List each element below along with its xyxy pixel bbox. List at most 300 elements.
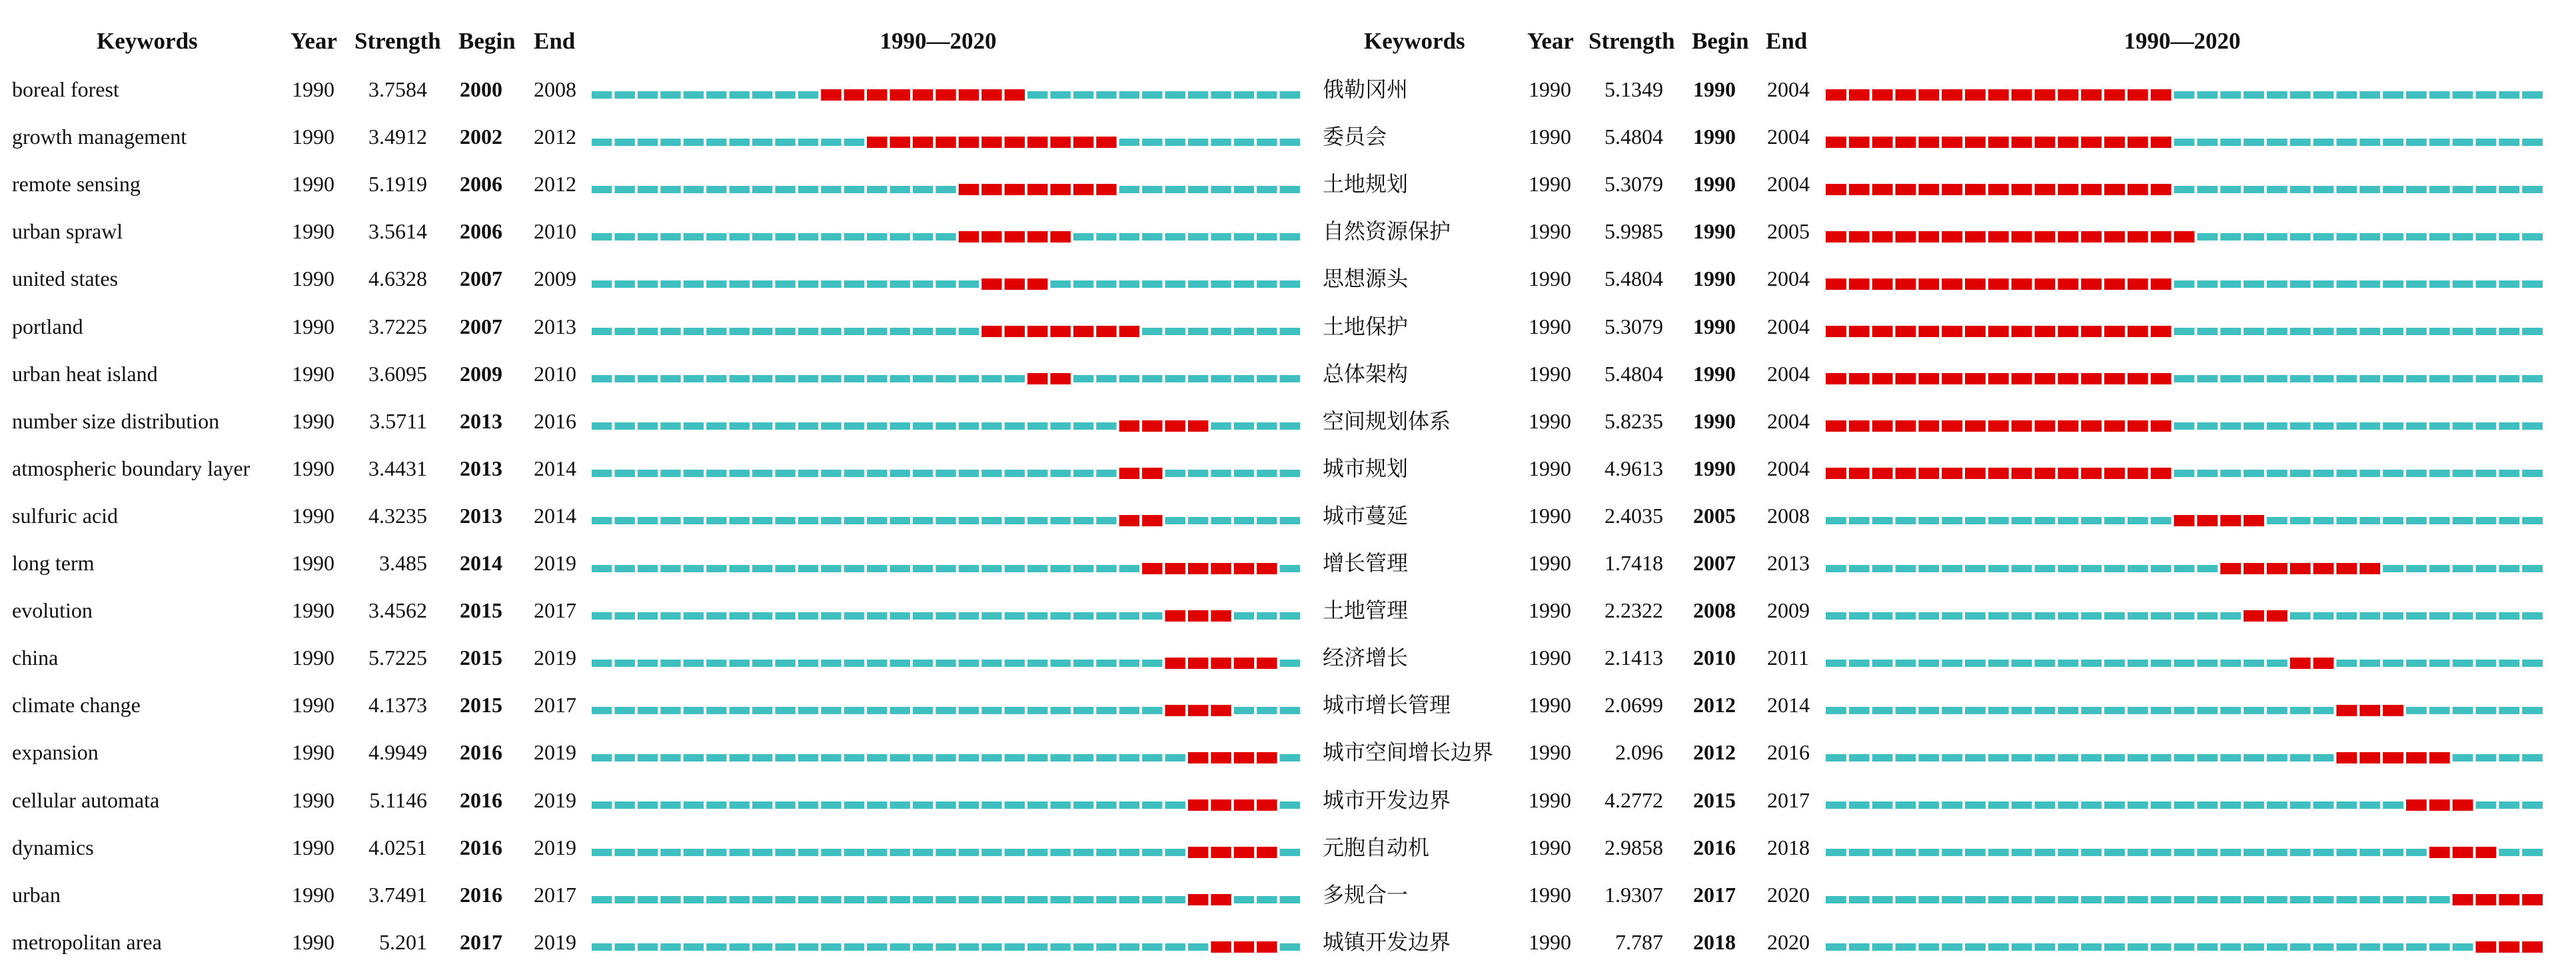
burst-year-segment bbox=[2128, 468, 2148, 479]
base-year-segment bbox=[1872, 896, 1893, 903]
burst-year-segment bbox=[1096, 326, 1116, 337]
end-year-value: 2016 bbox=[534, 408, 576, 433]
keyword-label: 城市蔓延 bbox=[1323, 502, 1409, 528]
burst-year-segment bbox=[2290, 658, 2311, 669]
burst-year-segment bbox=[1188, 658, 1208, 669]
base-year-segment bbox=[1942, 517, 1962, 524]
burst-year-segment bbox=[981, 137, 1001, 148]
burst-year-segment bbox=[1918, 137, 1939, 148]
base-year-segment bbox=[1073, 612, 1093, 620]
base-year-segment bbox=[2313, 280, 2334, 288]
end-year-value: 2019 bbox=[534, 740, 576, 765]
base-year-segment bbox=[981, 517, 1001, 524]
base-year-segment bbox=[2499, 612, 2519, 620]
base-year-segment bbox=[1050, 91, 1070, 99]
base-year-segment bbox=[614, 139, 634, 146]
base-year-segment bbox=[638, 139, 658, 146]
base-year-segment bbox=[1234, 422, 1254, 430]
base-year-segment bbox=[2290, 754, 2311, 761]
burst-year-segment bbox=[1965, 420, 1986, 432]
base-year-segment bbox=[844, 943, 864, 951]
base-year-segment bbox=[2267, 943, 2287, 951]
base-year-segment bbox=[1872, 754, 1893, 761]
base-year-segment bbox=[2128, 612, 2148, 620]
burst-year-segment bbox=[2151, 373, 2172, 384]
base-year-segment bbox=[2290, 139, 2311, 146]
burst-year-segment bbox=[2475, 847, 2496, 858]
year-value: 1990 bbox=[1529, 314, 1571, 338]
base-year-segment bbox=[1918, 801, 1939, 809]
burst-timeline bbox=[592, 137, 1303, 148]
burst-year-segment bbox=[2104, 373, 2125, 384]
burst-timeline bbox=[1826, 89, 2545, 101]
base-year-segment bbox=[2453, 470, 2473, 477]
base-year-segment bbox=[798, 707, 818, 714]
base-year-segment bbox=[867, 565, 887, 572]
year-value: 1990 bbox=[292, 125, 334, 149]
base-year-segment bbox=[2197, 612, 2218, 620]
base-year-segment bbox=[752, 280, 772, 288]
base-year-segment bbox=[2267, 470, 2287, 477]
burst-year-segment bbox=[2174, 231, 2195, 243]
base-year-segment bbox=[1050, 896, 1070, 903]
burst-year-segment bbox=[1165, 420, 1185, 432]
burst-year-segment bbox=[1965, 278, 1986, 290]
base-year-segment bbox=[1188, 470, 1208, 477]
base-year-segment bbox=[913, 565, 933, 572]
base-year-segment bbox=[2453, 517, 2473, 524]
base-year-segment bbox=[1211, 280, 1231, 288]
base-year-segment bbox=[2081, 801, 2102, 809]
base-year-segment bbox=[752, 565, 772, 572]
base-year-segment bbox=[684, 612, 704, 620]
base-year-segment bbox=[2359, 186, 2380, 193]
base-year-segment bbox=[2336, 943, 2357, 951]
base-year-segment bbox=[2220, 896, 2241, 903]
base-year-segment bbox=[1073, 707, 1093, 714]
base-year-segment bbox=[1005, 801, 1025, 809]
burst-year-segment bbox=[959, 89, 979, 101]
base-year-segment bbox=[936, 801, 956, 809]
base-year-segment bbox=[2058, 517, 2078, 524]
burst-year-segment bbox=[2174, 515, 2195, 526]
base-year-segment bbox=[2475, 754, 2496, 761]
burst-year-segment bbox=[2336, 563, 2357, 574]
base-year-segment bbox=[684, 139, 704, 146]
base-year-segment bbox=[2359, 422, 2380, 430]
base-year-segment bbox=[752, 612, 772, 620]
begin-year-value: 2012 bbox=[1693, 740, 1736, 765]
base-year-segment bbox=[2313, 375, 2334, 382]
base-year-segment bbox=[844, 565, 864, 572]
base-year-segment bbox=[936, 280, 956, 288]
burst-year-segment bbox=[1050, 373, 1070, 384]
base-year-segment bbox=[592, 707, 612, 714]
base-year-segment bbox=[936, 422, 956, 430]
base-year-segment bbox=[821, 280, 841, 288]
base-year-segment bbox=[2197, 707, 2218, 714]
base-year-segment bbox=[775, 849, 795, 856]
burst-year-segment bbox=[2058, 231, 2078, 243]
year-value: 1990 bbox=[292, 219, 334, 244]
base-year-segment bbox=[936, 233, 956, 241]
base-year-segment bbox=[1280, 422, 1300, 430]
base-year-segment bbox=[2267, 422, 2287, 430]
base-year-segment bbox=[2151, 517, 2172, 524]
base-year-segment bbox=[2104, 896, 2125, 903]
burst-year-segment bbox=[2012, 420, 2032, 432]
base-year-segment bbox=[1257, 470, 1277, 477]
burst-timeline bbox=[592, 752, 1303, 763]
burst-year-segment bbox=[1849, 373, 1870, 384]
base-year-segment bbox=[2197, 565, 2218, 572]
burst-year-segment bbox=[1896, 373, 1916, 384]
base-year-segment bbox=[684, 422, 704, 430]
base-year-segment bbox=[2104, 565, 2125, 572]
end-year-value: 2004 bbox=[1767, 125, 1810, 149]
base-year-segment bbox=[890, 565, 910, 572]
base-year-segment bbox=[1142, 896, 1162, 903]
base-year-segment bbox=[1119, 91, 1139, 99]
base-year-segment bbox=[2081, 943, 2102, 951]
base-year-segment bbox=[1211, 470, 1231, 477]
base-year-segment bbox=[752, 849, 772, 856]
base-year-segment bbox=[1965, 517, 1986, 524]
base-year-segment bbox=[2359, 517, 2380, 524]
burst-year-segment bbox=[2359, 752, 2380, 763]
base-year-segment bbox=[2475, 280, 2496, 288]
base-year-segment bbox=[2012, 565, 2032, 572]
base-year-segment bbox=[2406, 565, 2427, 572]
strength-value: 3.4562 bbox=[368, 598, 427, 623]
strength-value: 5.3079 bbox=[1605, 314, 1663, 338]
base-year-segment bbox=[775, 139, 795, 146]
burst-year-segment bbox=[2058, 184, 2078, 195]
base-year-segment bbox=[1849, 517, 1870, 524]
begin-year-value: 2013 bbox=[460, 456, 502, 480]
begin-year-value: 1990 bbox=[1693, 77, 1736, 101]
base-year-segment bbox=[614, 801, 634, 809]
base-year-segment bbox=[1165, 849, 1185, 856]
burst-year-segment bbox=[1918, 231, 1939, 243]
base-year-segment bbox=[1050, 943, 1070, 951]
year-value: 1990 bbox=[292, 740, 334, 765]
strength-value: 5.4804 bbox=[1605, 266, 1663, 291]
base-year-segment bbox=[2522, 375, 2543, 382]
burst-year-segment bbox=[1005, 137, 1025, 148]
burst-year-segment bbox=[1211, 799, 1231, 811]
base-year-segment bbox=[614, 754, 634, 761]
base-year-segment bbox=[775, 517, 795, 524]
header-timeline-range: 1990—2020 bbox=[880, 28, 997, 54]
end-year-value: 2004 bbox=[1767, 456, 1810, 480]
burst-year-segment bbox=[1188, 610, 1208, 622]
base-year-segment bbox=[2220, 943, 2241, 951]
base-year-segment bbox=[2336, 422, 2357, 430]
base-year-segment bbox=[2453, 233, 2473, 241]
base-year-segment bbox=[1119, 233, 1139, 241]
year-value: 1990 bbox=[1529, 408, 1571, 433]
burst-year-segment bbox=[1849, 231, 1870, 243]
burst-year-segment bbox=[1849, 137, 1870, 148]
burst-timeline bbox=[1826, 847, 2545, 858]
burst-year-segment bbox=[2244, 610, 2264, 622]
base-year-segment bbox=[2359, 801, 2380, 809]
base-year-segment bbox=[2336, 896, 2357, 903]
base-year-segment bbox=[1234, 707, 1254, 714]
base-year-segment bbox=[2197, 91, 2218, 99]
base-year-segment bbox=[2383, 896, 2403, 903]
burst-timeline bbox=[592, 563, 1303, 574]
base-year-segment bbox=[775, 612, 795, 620]
base-year-segment bbox=[1942, 754, 1962, 761]
base-year-segment bbox=[1027, 660, 1047, 667]
end-year-value: 2019 bbox=[534, 551, 576, 575]
burst-year-segment bbox=[1257, 941, 1277, 953]
base-year-segment bbox=[684, 896, 704, 903]
base-year-segment bbox=[2174, 660, 2195, 667]
base-year-segment bbox=[844, 754, 864, 761]
base-year-segment bbox=[1234, 470, 1254, 477]
base-year-segment bbox=[2058, 849, 2078, 856]
base-year-segment bbox=[821, 422, 841, 430]
base-year-segment bbox=[706, 328, 726, 335]
end-year-value: 2004 bbox=[1767, 77, 1810, 101]
base-year-segment bbox=[706, 612, 726, 620]
base-year-segment bbox=[981, 801, 1001, 809]
base-year-segment bbox=[2035, 943, 2056, 951]
burst-year-segment bbox=[2406, 752, 2427, 763]
base-year-segment bbox=[2174, 280, 2195, 288]
base-year-segment bbox=[913, 754, 933, 761]
keyword-label: 城镇开发边界 bbox=[1323, 929, 1451, 955]
end-year-value: 2019 bbox=[534, 929, 576, 954]
base-year-segment bbox=[684, 849, 704, 856]
begin-year-value: 2015 bbox=[460, 693, 502, 718]
base-year-segment bbox=[2522, 707, 2543, 714]
base-year-segment bbox=[660, 186, 680, 193]
end-year-value: 2020 bbox=[1767, 882, 1810, 907]
base-year-segment bbox=[2383, 139, 2403, 146]
base-year-segment bbox=[1872, 517, 1893, 524]
base-year-segment bbox=[660, 517, 680, 524]
base-year-segment bbox=[2429, 422, 2450, 430]
strength-value: 3.5711 bbox=[369, 408, 427, 433]
burst-year-segment bbox=[1211, 610, 1231, 622]
base-year-segment bbox=[959, 754, 979, 761]
base-year-segment bbox=[2104, 801, 2125, 809]
base-year-segment bbox=[1096, 280, 1116, 288]
base-year-segment bbox=[981, 707, 1001, 714]
strength-value: 5.3079 bbox=[1605, 172, 1663, 197]
base-year-segment bbox=[913, 707, 933, 714]
burst-year-segment bbox=[2035, 137, 2056, 148]
base-year-segment bbox=[2522, 186, 2543, 193]
base-year-segment bbox=[592, 186, 612, 193]
burst-year-segment bbox=[1965, 326, 1986, 337]
base-year-segment bbox=[1942, 943, 1962, 951]
base-year-segment bbox=[2383, 280, 2403, 288]
strength-value: 2.1413 bbox=[1605, 646, 1663, 670]
base-year-segment bbox=[706, 849, 726, 856]
base-year-segment bbox=[1942, 707, 1962, 714]
year-value: 1990 bbox=[1529, 503, 1571, 528]
burst-year-segment bbox=[2383, 705, 2403, 716]
base-year-segment bbox=[706, 801, 726, 809]
burst-year-segment bbox=[1142, 563, 1162, 574]
base-year-segment bbox=[798, 91, 818, 99]
begin-year-value: 1990 bbox=[1693, 361, 1736, 386]
year-value: 1990 bbox=[1529, 693, 1571, 718]
base-year-segment bbox=[2244, 139, 2264, 146]
base-year-segment bbox=[1234, 280, 1254, 288]
base-year-segment bbox=[752, 754, 772, 761]
base-year-segment bbox=[1165, 233, 1185, 241]
base-year-segment bbox=[2197, 139, 2218, 146]
burst-year-segment bbox=[1073, 326, 1093, 337]
base-year-segment bbox=[1165, 186, 1185, 193]
base-year-segment bbox=[2267, 660, 2287, 667]
base-year-segment bbox=[867, 375, 887, 382]
base-year-segment bbox=[1234, 91, 1254, 99]
base-year-segment bbox=[1142, 233, 1162, 241]
base-year-segment bbox=[2313, 943, 2334, 951]
base-year-segment bbox=[2383, 470, 2403, 477]
begin-year-value: 2015 bbox=[460, 598, 502, 623]
base-year-segment bbox=[1027, 849, 1047, 856]
base-year-segment bbox=[2383, 375, 2403, 382]
base-year-segment bbox=[1119, 139, 1139, 146]
base-year-segment bbox=[2197, 280, 2218, 288]
base-year-segment bbox=[2081, 612, 2102, 620]
base-year-segment bbox=[1165, 754, 1185, 761]
base-year-segment bbox=[2499, 470, 2519, 477]
keyword-label: atmospheric boundary layer bbox=[12, 456, 251, 480]
base-year-segment bbox=[752, 375, 772, 382]
burst-year-segment bbox=[2128, 326, 2148, 337]
begin-year-value: 1990 bbox=[1693, 314, 1736, 338]
base-year-segment bbox=[2453, 754, 2473, 761]
burst-year-segment bbox=[1234, 563, 1254, 574]
burst-year-segment bbox=[2151, 89, 2172, 101]
base-year-segment bbox=[2313, 139, 2334, 146]
base-year-segment bbox=[1073, 660, 1093, 667]
base-year-segment bbox=[1942, 612, 1962, 620]
base-year-segment bbox=[752, 139, 772, 146]
header-begin: Begin bbox=[1692, 28, 1749, 54]
keyword-label: climate change bbox=[12, 693, 141, 718]
burst-year-segment bbox=[1896, 184, 1916, 195]
base-year-segment bbox=[2012, 801, 2032, 809]
begin-year-value: 1990 bbox=[1693, 172, 1736, 197]
base-year-segment bbox=[1872, 943, 1893, 951]
burst-timeline bbox=[1826, 515, 2545, 526]
base-year-segment bbox=[1280, 375, 1300, 382]
burst-year-segment bbox=[1826, 278, 1846, 290]
base-year-segment bbox=[2151, 565, 2172, 572]
base-year-segment bbox=[2359, 849, 2380, 856]
base-year-segment bbox=[706, 186, 726, 193]
base-year-segment bbox=[2429, 280, 2450, 288]
burst-year-segment bbox=[1918, 184, 1939, 195]
base-year-segment bbox=[2383, 422, 2403, 430]
header-begin: Begin bbox=[458, 28, 516, 54]
base-year-segment bbox=[1142, 328, 1162, 335]
base-year-segment bbox=[1142, 375, 1162, 382]
base-year-segment bbox=[867, 849, 887, 856]
base-year-segment bbox=[660, 470, 680, 477]
base-year-segment bbox=[2406, 849, 2427, 856]
base-year-segment bbox=[1849, 849, 1870, 856]
base-year-segment bbox=[981, 943, 1001, 951]
base-year-segment bbox=[2174, 849, 2195, 856]
base-year-segment bbox=[2475, 91, 2496, 99]
base-year-segment bbox=[1257, 186, 1277, 193]
year-value: 1990 bbox=[292, 598, 334, 623]
base-year-segment bbox=[592, 612, 612, 620]
end-year-value: 2004 bbox=[1767, 314, 1810, 338]
base-year-segment bbox=[2058, 612, 2078, 620]
keyword-label: boreal forest bbox=[12, 77, 119, 101]
year-value: 1990 bbox=[1529, 787, 1571, 812]
base-year-segment bbox=[2220, 612, 2241, 620]
base-year-segment bbox=[2128, 565, 2148, 572]
base-year-segment bbox=[2012, 849, 2032, 856]
base-year-segment bbox=[2522, 754, 2543, 761]
burst-year-segment bbox=[1896, 326, 1916, 337]
base-year-segment bbox=[2453, 328, 2473, 335]
base-year-segment bbox=[2174, 801, 2195, 809]
base-year-segment bbox=[2383, 849, 2403, 856]
base-year-segment bbox=[2499, 660, 2519, 667]
burst-year-segment bbox=[1027, 137, 1047, 148]
base-year-segment bbox=[890, 280, 910, 288]
base-year-segment bbox=[1234, 139, 1254, 146]
base-year-segment bbox=[775, 896, 795, 903]
base-year-segment bbox=[2244, 943, 2264, 951]
base-year-segment bbox=[2336, 328, 2357, 335]
year-value: 1990 bbox=[292, 503, 334, 528]
burst-year-segment bbox=[1257, 799, 1277, 811]
strength-value: 3.7491 bbox=[368, 882, 427, 907]
base-year-segment bbox=[867, 707, 887, 714]
burst-year-segment bbox=[2359, 563, 2380, 574]
base-year-segment bbox=[2197, 660, 2218, 667]
burst-year-segment bbox=[2475, 894, 2496, 905]
base-year-segment bbox=[638, 517, 658, 524]
burst-year-segment bbox=[2035, 231, 2056, 243]
year-value: 1990 bbox=[1529, 598, 1571, 623]
base-year-segment bbox=[2104, 754, 2125, 761]
base-year-segment bbox=[2475, 470, 2496, 477]
base-year-segment bbox=[638, 470, 658, 477]
base-year-segment bbox=[1073, 896, 1093, 903]
base-year-segment bbox=[1119, 849, 1139, 856]
burst-year-segment bbox=[1942, 89, 1962, 101]
base-year-segment bbox=[1188, 91, 1208, 99]
base-year-segment bbox=[2313, 517, 2334, 524]
base-year-segment bbox=[2267, 139, 2287, 146]
base-year-segment bbox=[959, 280, 979, 288]
burst-year-segment bbox=[2475, 941, 2496, 953]
strength-value: 5.1349 bbox=[1605, 77, 1663, 101]
base-year-segment bbox=[2406, 186, 2427, 193]
burst-year-segment bbox=[2267, 610, 2287, 622]
base-year-segment bbox=[890, 754, 910, 761]
base-year-segment bbox=[2104, 660, 2125, 667]
burst-year-segment bbox=[867, 89, 887, 101]
base-year-segment bbox=[959, 707, 979, 714]
